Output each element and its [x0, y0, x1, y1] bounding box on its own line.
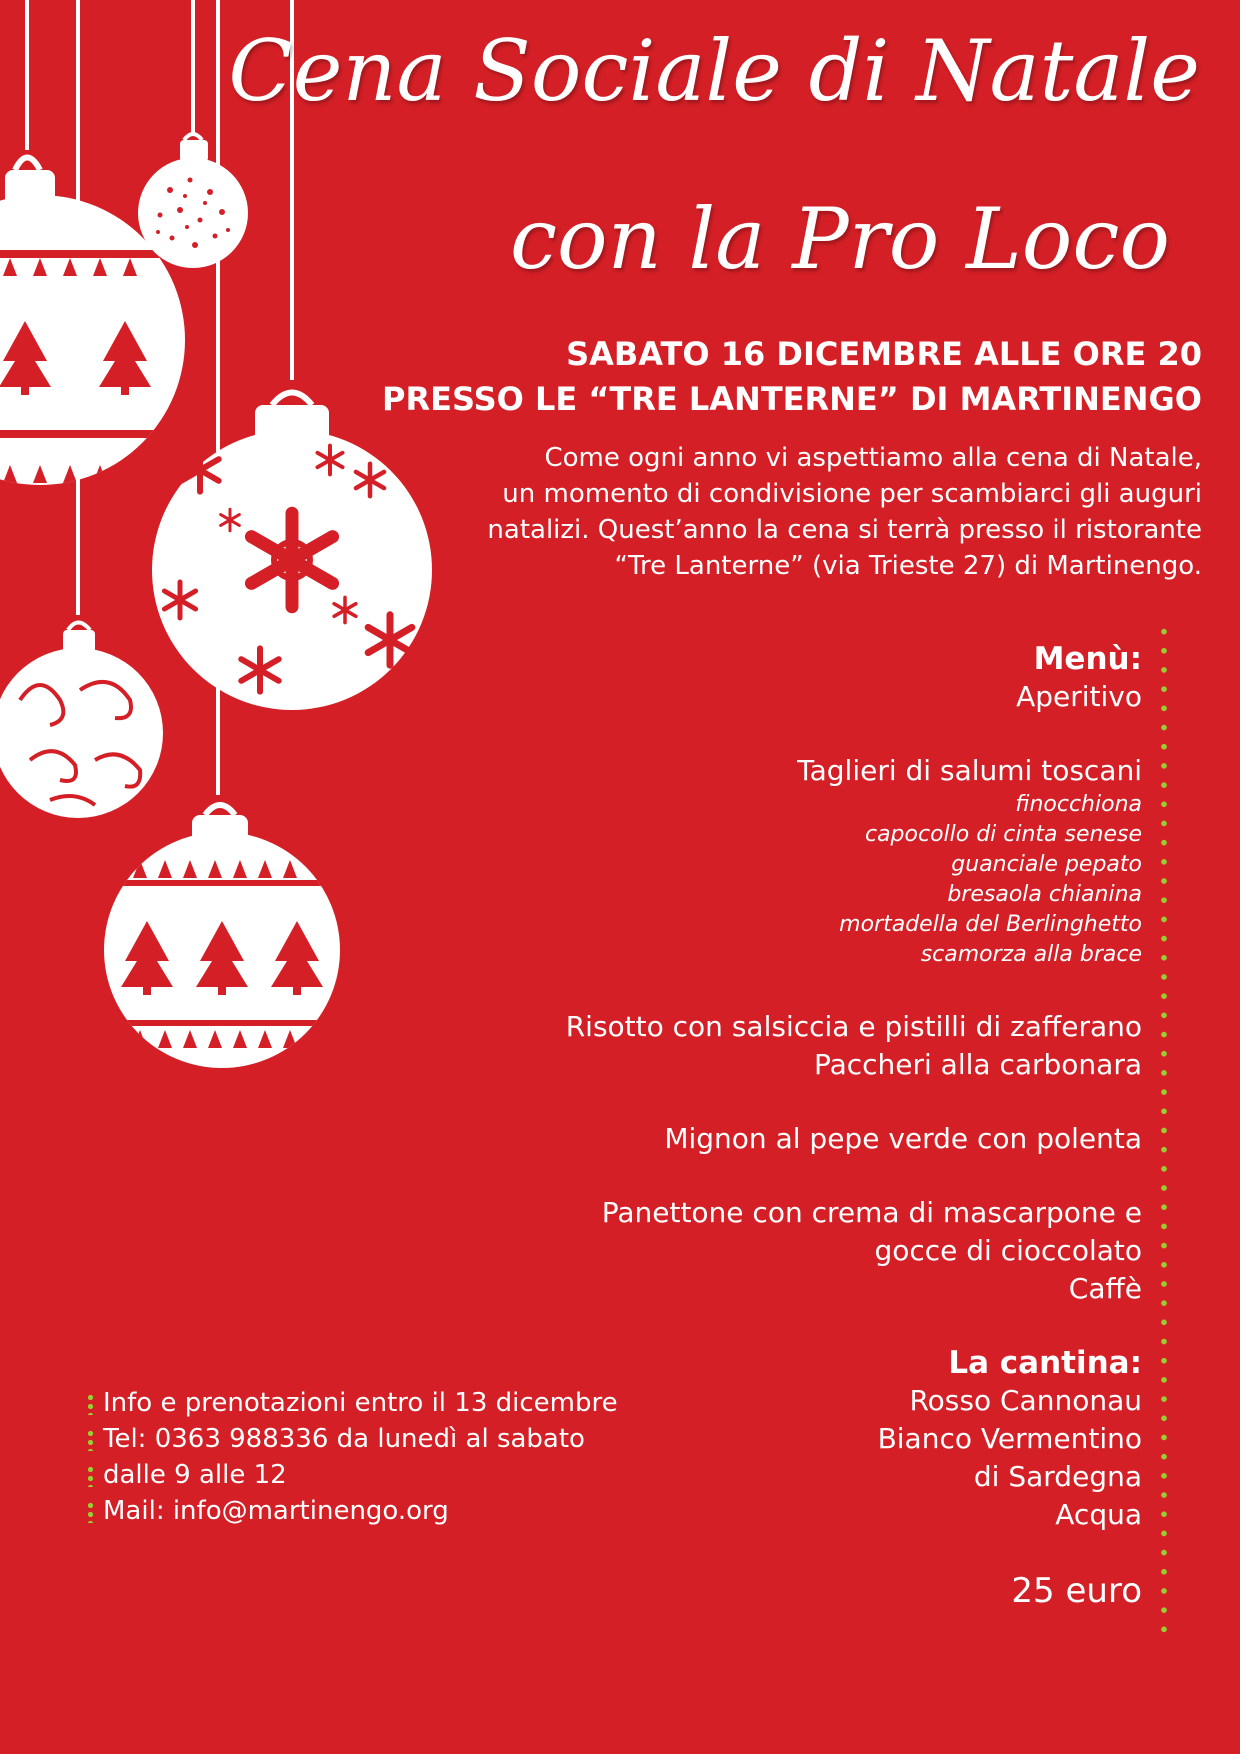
cantina-item: Bianco Vermentino [877, 1422, 1142, 1455]
menu-item-taglieri: Taglieri di salumi toscani [797, 754, 1142, 787]
ornament-dotted-small [138, 134, 248, 268]
intro-line: un momento di condivisione per scambiarci gli auguri [502, 479, 1202, 509]
cantina-item: Rosso Cannonau [909, 1384, 1142, 1417]
menu-subitem: finocchiona [1015, 792, 1142, 817]
cantina-item: Acqua [1055, 1498, 1142, 1531]
event-date: SABATO 16 DICEMBRE ALLE ORE 20 [566, 335, 1202, 373]
info-mail: Mail: info@martinengo.org [88, 1493, 618, 1529]
intro-paragraph [487, 440, 1202, 584]
title-line-1: Cena Sociale di Natale [228, 22, 1200, 120]
price: 25 euro [1011, 1571, 1142, 1611]
menu-item-primo: Risotto con salsiccia e pistilli di zafferano [565, 1010, 1142, 1043]
event-place: PRESSO LE “TRE LANTERNE” DI MARTINENGO [382, 380, 1202, 418]
menu-subitem: bresaola chianina [947, 882, 1142, 907]
menu-item-caffe: Caffè [1068, 1272, 1142, 1305]
christmas-ornaments-decoration [0, 0, 440, 1100]
menu-list [566, 640, 1142, 1612]
dotted-divider [1160, 622, 1168, 1644]
menu-subitem: capocollo di cinta senese [864, 822, 1142, 847]
menu-item-dessert: Panettone con crema di mascarpone e [601, 1196, 1142, 1229]
ornament-swirls [0, 623, 163, 819]
info-hours: dalle 9 alle 12 [88, 1457, 618, 1493]
menu-subitem: mortadella del Berlinghetto [839, 912, 1142, 937]
menu-subitem: scamorza alla brace [920, 942, 1142, 967]
menu-subitem: guanciale pepato [951, 852, 1142, 877]
menu-item-primo: Paccheri alla carbonara [813, 1048, 1142, 1081]
cantina-heading: La cantina: [948, 1345, 1142, 1381]
menu-item-dessert: gocce di cioccolato [874, 1234, 1142, 1267]
ornament-trees-bottom [90, 805, 360, 1068]
menu-item-aperitivo: Aperitivo [1016, 680, 1142, 713]
info-phone: Tel: 0363 988336 da lunedì al sabato [88, 1421, 618, 1457]
cantina-item: di Sardegna [973, 1460, 1142, 1493]
ornament-snowflakes [152, 393, 432, 711]
intro-line: “Tre Lanterne” (via Trieste 27) di Martinengo. [614, 551, 1202, 581]
info-block [88, 1385, 618, 1529]
intro-line: Come ogni anno vi aspettiamo alla cena di Natale, [544, 443, 1202, 473]
menu-heading: Menù: [1033, 641, 1142, 677]
info-line: Info e prenotazioni entro il 13 dicembre [88, 1385, 618, 1421]
menu-item-secondo: Mignon al pepe verde con polenta [664, 1122, 1142, 1155]
title-line-2: con la Pro Loco [510, 190, 1170, 288]
intro-line: natalizi. Quest’anno la cena si terrà presso il ristorante [487, 515, 1202, 545]
